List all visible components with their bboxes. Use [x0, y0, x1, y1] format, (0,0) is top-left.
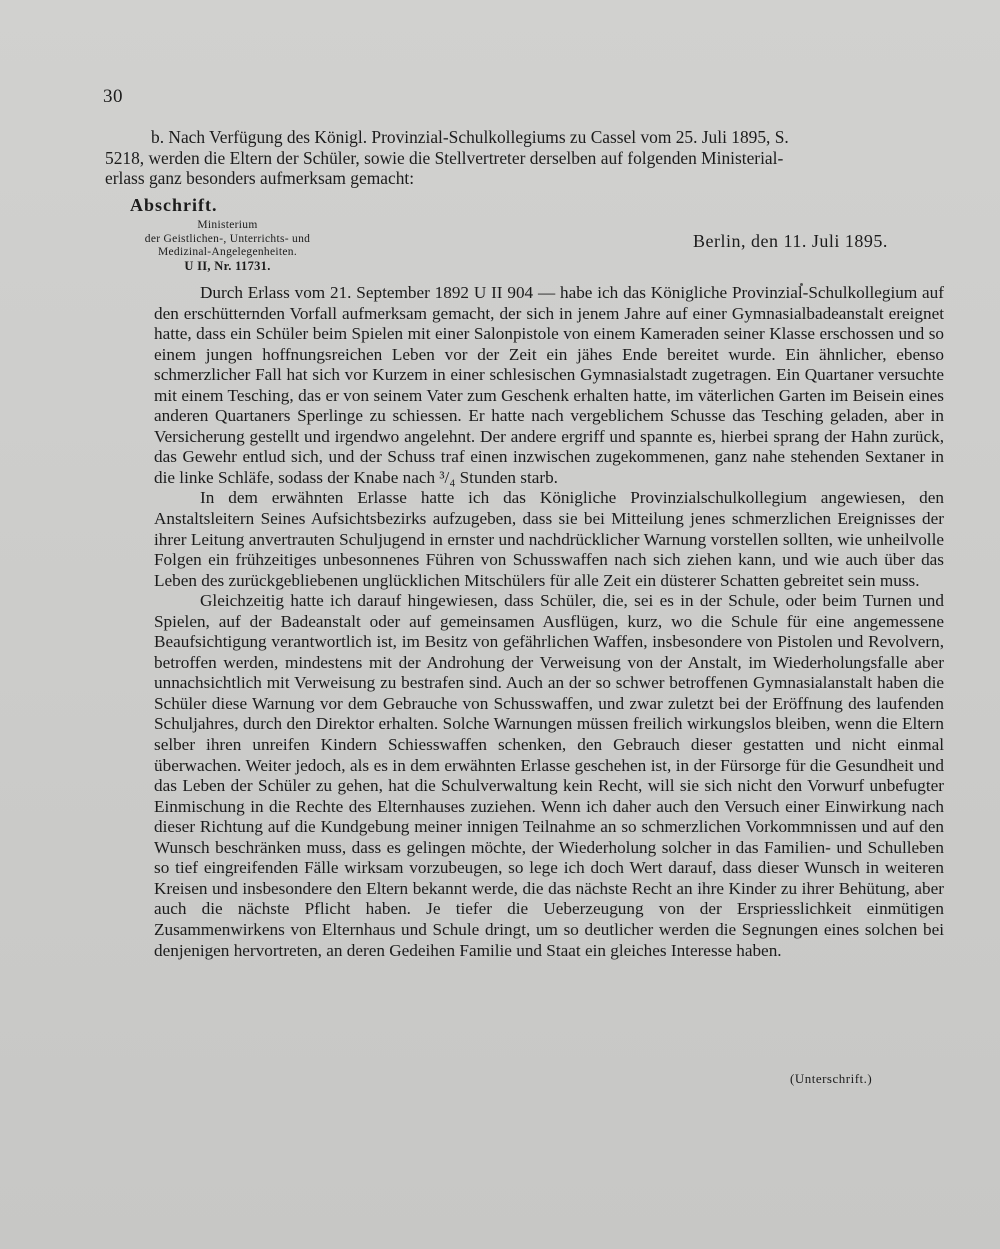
ministry-line: Ministerium	[197, 219, 258, 231]
ministry-line: Medizinal-Angelegenheiten.	[157, 246, 298, 258]
letter-body	[154, 283, 944, 961]
intro-line: erlass ganz besonders aufmerksam gemacht:	[105, 168, 415, 189]
place-date: Berlin, den 11. Juli 1895.	[693, 231, 888, 251]
body-paragraph: Gleichzeitig hatte ich darauf hingewiesen, dass Schüler, die, sei es in der Schule, oder beim Turnen und Spielen, auf der Badeanstalt oder auf gemeinsamen Ausflügen, kurz, wo die Schule für eine angemessene Beaufsichtigung verantwortlich ist, im Besitz von gefährlichen Waffen, insbesondere von Pistolen und Revolvern, betroffen werden, mindestens mit der Androhung der Verweisung von der Anstalt, im Wiederholungsfalle aber unnachsichtlich mit Verweisung zu bestrafen sind. Auch an der so schwer betroffenen Gymnasialanstalt haben die Schüler diese Warnung vor dem Gebrauche von Schusswaffen, und zwar zuletzt bei der Eröffnung des laufenden Schuljahres, durch den Direktor erhalten. Solche Warnungen müssen freilich wirkungslos bleiben, wenn die Eltern selber ihren unreifen Kindern Schiesswaffen schenken, den Gebrauch dieser gestatten und nicht einmal überwachen. Weiter jedoch, als es in dem erwähnten Erlasse geschehen ist, in der Fürsorge für die Gesundheit und das Leben der Schüler zu gehen, hat die Schulverwaltung kein Recht, will sie sich nicht den Vorwurf unbefugter Einmischung in die Rechte des Elternhauses zuziehen. Wenn ich daher auch den Versuch einer Einwirkung nach dieser Richtung auf die Kundgebung meiner innigen Teilnahme an so schmerzlichen Vorkommnissen und auf den Wunsch beschränken muss, dass es gelingen möchte, der Wiederholung solcher in das Familien- und Schulleben so tief eingreifenden Fälle wirksam vorzubeugen, so lege ich doch Wert darauf, dass dieser Wunsch in weiteren Kreisen und insbesondere den Eltern bekannt werde, die das nächste Recht an ihre Kinder zu ihrer Behütung, aber auch die nächste Pflicht haben. Je tiefer die Ueberzeugung von der Erspriesslichkeit einmütigen Zusammenwirkens von Elternhaus und Schule dringt, um so deutlicher werden die Segnungen eines solchen bei denjenigen hervortreten, an deren Gedeihen Familie und Staat ein gleiches Interesse haben.	[154, 591, 944, 960]
abschrift-heading: Abschrift.	[130, 195, 218, 215]
intro-line: b. Nach Verfügung des Königl. Provinzial-Schulkollegiums zu Cassel vom 25. Juli 1895, S.	[151, 127, 789, 147]
intro-line: 5218, werden die Eltern der Schüler, sowie die Stellvertreter derselben auf folgenden Ministerial-	[105, 147, 784, 168]
page-number: 30	[103, 86, 123, 107]
signature-note: (Unterschrift.)	[790, 1071, 873, 1086]
ministry-line: der Geistlichen-, Unterrichts- und	[144, 232, 311, 245]
ministry-reference: U II, Nr. 11731.	[184, 258, 271, 273]
ministry-header	[100, 219, 355, 273]
body-paragraph: In dem erwähnten Erlasse hatte ich das Königliche Provinzialschulkollegium angewiesen, den Anstaltsleitern Seines Aufsichtsbezirks aufzugeben, dass sie bei Mitteilung jenes schmerzlichen Ereignisses der ihrer Leitung anvertrauten Schuljugend in ernster und nachdrücklicher Warnung vorstellen sollten, wie unheilvolle Folgen ein frühzeitiges unbesonnenes Führen von Schusswaffen nach sich ziehen kann, und wie auch über das Leben des zurückgebliebenen unglücklichen Mitschülers für alle Zeit ein düsterer Schatten gebreitet sein muss.	[154, 488, 944, 590]
intro-paragraph	[105, 127, 945, 189]
body-paragraph: Durch Erlass vom 21. September 1892 U II 904 — habe ich das Königliche Provinzial-Schulkollegium auf den erschütternden Vorfall aufmerksam gemacht, der sich in jenem Jahre auf einer Gymnasialbadeanstalt ereignet hatte, dass ein Schüler beim Spielen mit einer Salonpistole von einem Kameraden seiner Klasse erschossen und so einem jungen hoffnungsreichen Leben vor der Zeit ein jähes Ende bereitet wurde. Ein ähnlicher, ebenso schmerzlicher Fall hat sich vor Kurzem in einer schlesischen Gymnasialstadt zugetragen. Ein Quartaner versuchte mit einem Tesching, das er von seinem Vater zum Geschenk erhalten hatte, im väterlichen Garten im Beisein eines anderen Quartaners Sperlinge zu schiessen. Er hatte nach vergeblichem Schusse das Tesching geladen, aber in Versicherung gestellt und irgendwo angelehnt. Der andere ergriff und spannte es, hierbei sprang der Hahn zurück, das Gewehr entlud sich, und der Schuss traf einen inzwischen zugekommenen, ganz nahe stehenden Sextaner in die linke Schläfe, sodass der Knabe nach ³/₄ Stunden starb.	[154, 283, 944, 487]
